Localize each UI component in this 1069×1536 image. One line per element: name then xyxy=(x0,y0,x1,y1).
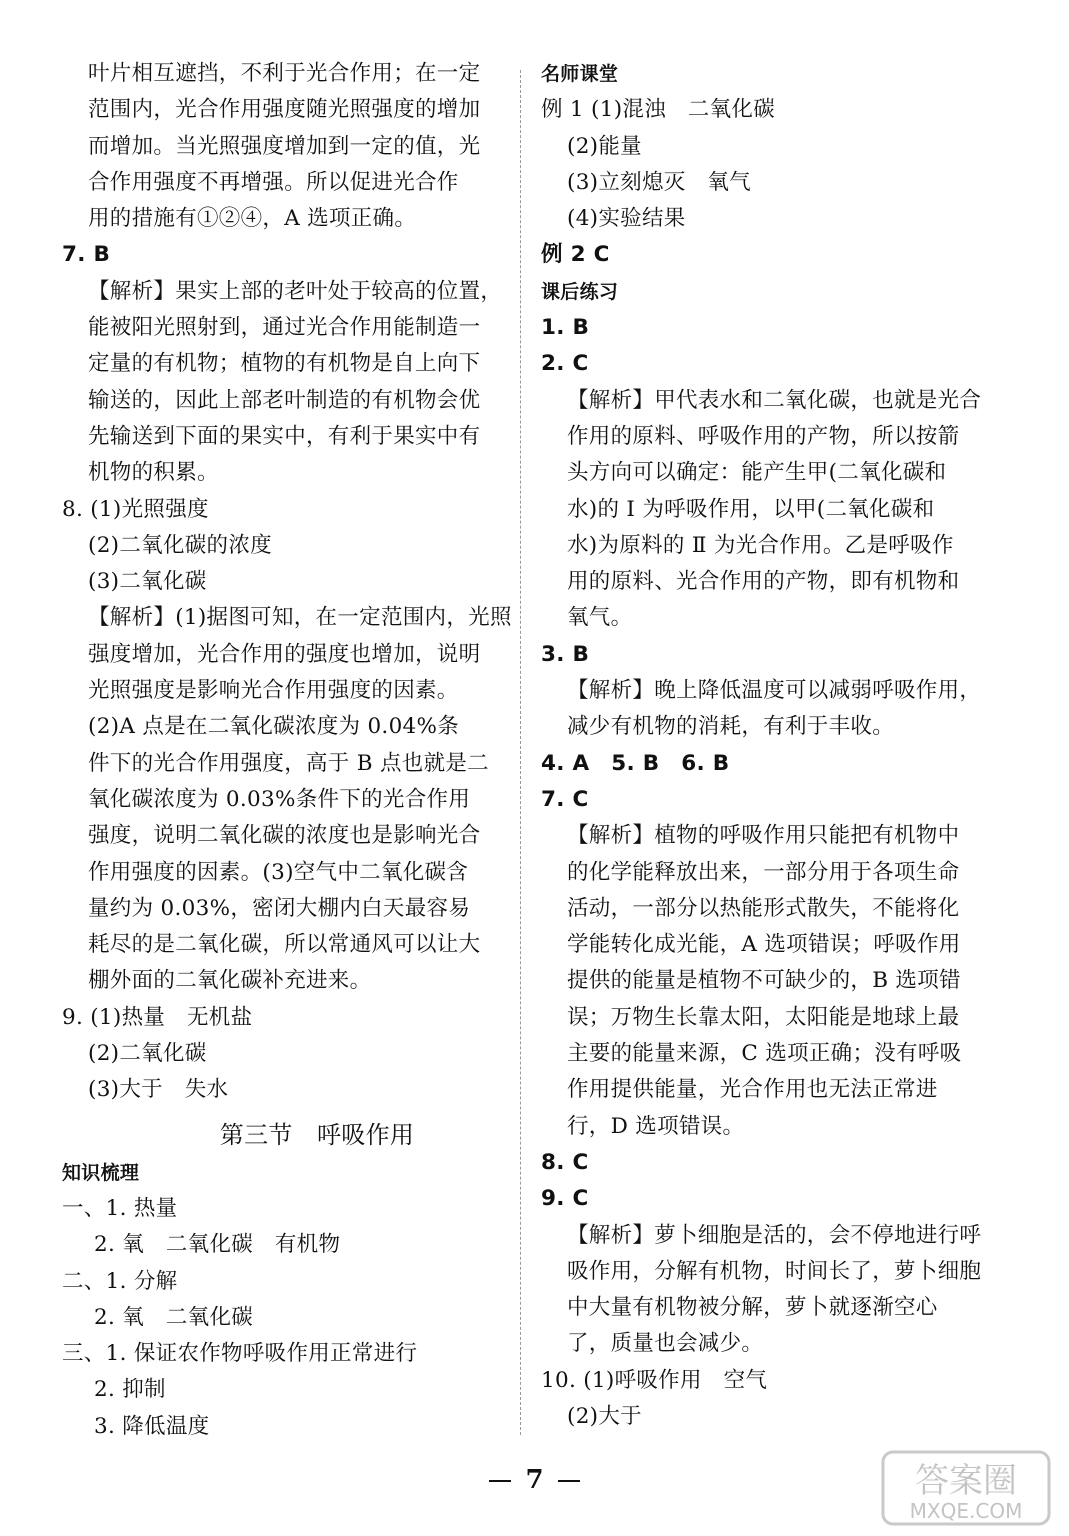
text-line: (2)二氧化碳的浓度 xyxy=(88,532,272,558)
text-line: 提供的能量是植物不可缺少的，B 选项错 xyxy=(567,968,961,994)
text-line: 【解析】甲代表水和二氧化碳，也就是光合 xyxy=(567,387,982,413)
text-line: 定量的有机物；植物的有机物是自上向下 xyxy=(88,351,481,377)
text-line: 先输送到下面的果实中，有利于果实中有 xyxy=(88,423,481,449)
text-line: 作用强度的因素。(3)空气中二氧化碳含 xyxy=(88,859,469,885)
text-line: 【解析】果实上部的老叶处于较高的位置， xyxy=(88,278,503,304)
right-answer-lines xyxy=(541,56,981,1435)
text-line: (3)大于 失水 xyxy=(88,1077,229,1103)
text-line: 【解析】晚上降低温度可以减弱呼吸作用， xyxy=(567,678,982,704)
text-line: 3. B xyxy=(541,641,590,667)
text-line: 3. 降低温度 xyxy=(94,1413,210,1439)
text-line: (3)立刻熄灭 氧气 xyxy=(567,169,751,195)
watermark-text-cn: 答案圈 xyxy=(915,1461,1017,1501)
text-line: 强度增加，光合作用的强度也增加，说明 xyxy=(88,641,481,667)
text-line: 7. C xyxy=(541,786,589,812)
text-line: 行，D 选项错误。 xyxy=(567,1113,745,1139)
text-line: 头方向可以确定：能产生甲(二氧化碳和 xyxy=(567,460,947,486)
watermark-logo xyxy=(881,1448,1051,1528)
page-number-text: 7 xyxy=(525,1465,544,1495)
left-column xyxy=(62,56,512,1445)
text-line: 【解析】(1)据图可知，在一定范围内，光照 xyxy=(88,605,512,631)
right-column xyxy=(541,56,981,1435)
text-line: 光照强度是影响光合作用强度的因素。 xyxy=(88,678,459,704)
text-line: 学能转化成光能，A 选项错误；呼吸作用 xyxy=(567,932,961,958)
text-line: 件下的光合作用强度，高于 B 点也就是二 xyxy=(88,750,489,776)
text-line: (4)实验结果 xyxy=(567,206,686,232)
text-line: 9. (1)热量 无机盐 xyxy=(62,1004,253,1030)
text-line: 用的措施有①②④，A 选项正确。 xyxy=(88,206,417,232)
section-title: 第三节 呼吸作用 xyxy=(219,1120,415,1149)
text-line: (2)A 点是在二氧化碳浓度为 0.04%条 xyxy=(88,714,460,740)
text-line: 量约为 0.03%，密闭大棚内白天最容易 xyxy=(88,895,471,921)
text-line: 名师课堂 xyxy=(541,63,619,85)
page-number-dash-left xyxy=(489,1480,511,1482)
left-knowledge-lines xyxy=(62,1155,502,1445)
text-line: 1. B xyxy=(541,315,590,341)
text-line: 例 2 C xyxy=(541,242,610,268)
left-answer-lines xyxy=(62,56,512,1109)
text-line: 4. A 5. B 6. B xyxy=(541,750,730,776)
text-line: 中大量有机物被分解，萝卜就逐渐空心 xyxy=(567,1295,938,1321)
text-line: 【解析】植物的呼吸作用只能把有机物中 xyxy=(567,823,960,849)
text-line: 叶片相互遮挡，不利于光合作用；在一定 xyxy=(88,61,481,86)
text-line: 而增加。当光照强度增加到一定的值，光 xyxy=(88,133,481,159)
text-line: 8. C xyxy=(541,1149,589,1175)
text-line: 水)为原料的 Ⅱ 为光合作用。乙是呼吸作 xyxy=(567,532,954,558)
text-line: 作用提供能量，光合作用也无法正常进 xyxy=(567,1077,938,1103)
text-line: (2)大于 xyxy=(567,1403,642,1429)
text-line: 了，质量也会减少。 xyxy=(567,1331,764,1357)
page-number-dash-right xyxy=(558,1480,580,1482)
text-line: 强度，说明二氧化碳的浓度也是影响光合 xyxy=(88,823,481,849)
text-line: 水)的 Ⅰ 为呼吸作用，以甲(二氧化碳和 xyxy=(567,496,935,522)
text-line: 减少有机物的消耗，有利于丰收。 xyxy=(567,714,895,740)
text-line: 误；万物生长靠太阳，太阳能是地球上最 xyxy=(567,1004,960,1030)
text-line: 吸作用，分解有机物，时间长了，萝卜细胞 xyxy=(567,1258,982,1284)
text-line: (2)能量 xyxy=(567,133,642,159)
text-line: 氧气。 xyxy=(567,605,633,631)
text-line: (2)二氧化碳 xyxy=(88,1041,207,1067)
text-line: 输送的，因此上部老叶制造的有机物会优 xyxy=(88,387,481,413)
text-line: 例 1 (1)混浊 二氧化碳 xyxy=(541,97,776,123)
text-line: 9. C xyxy=(541,1186,589,1212)
text-line: 2. 抑制 xyxy=(94,1377,166,1403)
text-line: (3)二氧化碳 xyxy=(88,569,207,595)
text-line: 8. (1)光照强度 xyxy=(62,496,209,522)
text-line: 2. 氧 二氧化碳 有机物 xyxy=(94,1232,341,1258)
text-line: 棚外面的二氧化碳补充进来。 xyxy=(88,968,372,994)
text-line: 机物的积累。 xyxy=(88,460,219,486)
text-line: 氧化碳浓度为 0.03%条件下的光合作用 xyxy=(88,786,471,812)
text-line: 的化学能释放出来，一部分用于各项生命 xyxy=(567,859,960,885)
text-line: 二、1. 分解 xyxy=(62,1268,178,1294)
text-line: 耗尽的是二氧化碳，所以常通风可以让大 xyxy=(88,932,481,958)
text-line: 2. 氧 二氧化碳 xyxy=(94,1304,254,1330)
text-line: 作用的原料、呼吸作用的产物，所以按箭 xyxy=(567,423,960,449)
text-line: 用的原料、光合作用的产物，即有机物和 xyxy=(567,569,960,595)
text-line: 知识梳理 xyxy=(62,1161,140,1184)
text-line: 【解析】萝卜细胞是活的，会不停地进行呼 xyxy=(567,1222,982,1248)
text-line: 一、1. 热量 xyxy=(62,1195,178,1221)
watermark-text-url: MXQE.COM xyxy=(909,1499,1023,1523)
text-line: 10. (1)呼吸作用 空气 xyxy=(541,1367,768,1393)
text-line: 2. C xyxy=(541,351,589,377)
text-line: 课后练习 xyxy=(541,280,619,303)
text-line: 主要的能量来源，C 选项正确；没有呼吸 xyxy=(567,1041,962,1067)
column-divider xyxy=(520,70,521,1435)
text-line: 范围内，光合作用强度随光照强度的增加 xyxy=(88,97,481,123)
text-line: 7. B xyxy=(62,242,111,268)
text-line: 能被阳光照射到，通过光合作用能制造一 xyxy=(88,315,481,341)
text-line: 三、1. 保证农作物呼吸作用正常进行 xyxy=(62,1341,418,1367)
text-line: 活动，一部分以热能形式散失，不能将化 xyxy=(567,895,960,921)
text-line: 合作用强度不再增强。所以促进光合作 xyxy=(88,169,459,195)
